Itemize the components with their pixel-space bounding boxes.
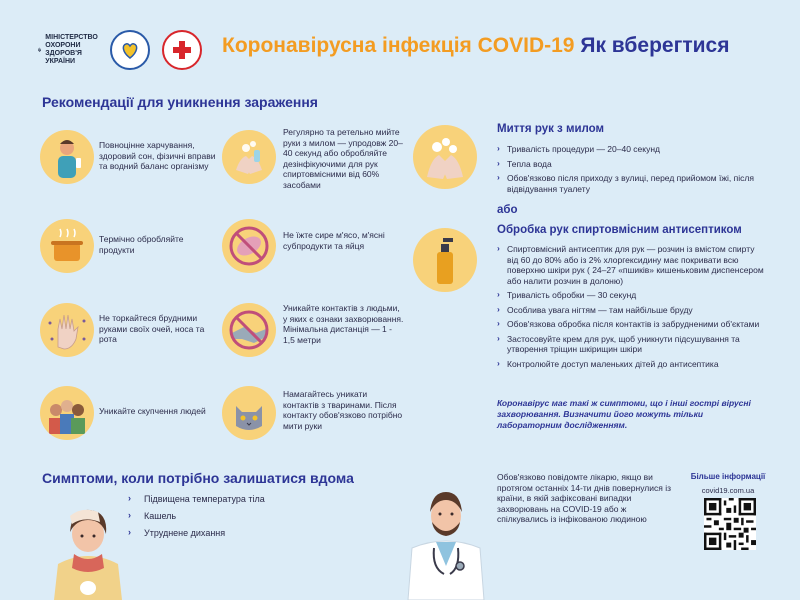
handwash-heading: Миття рук з милом (497, 123, 605, 135)
cooking-pot-icon (40, 219, 94, 273)
title-part1: Коронавірусна інфекція COVID-19 (222, 34, 575, 57)
antiseptic-item: › Особлива увага нігтям — там найбільше бруду (497, 305, 765, 316)
symptoms-list (128, 494, 265, 545)
rec-text-3: Термічно обробляйте продукти (99, 234, 184, 255)
dirty-hand-icon (40, 303, 94, 357)
rec-text-1: Повноцінне харчування, здоровий сон, фізичні вправи та водний баланс організму (99, 140, 216, 171)
no-raw-meat-icon (222, 219, 276, 273)
handwash-item: › Тривалість процедури — 20–40 секунд (497, 144, 767, 155)
recommendations-heading: Рекомендації для уникнення зараження (42, 94, 318, 110)
symptom-item: › Утруднене дихання (128, 528, 265, 538)
rec-text-6: Уникайте контактів з людьми, у яких є ознаки захворювання. Мінімальна дистанція — 1 - 1,5 метри (283, 303, 404, 345)
rec-text-4: Не їжте сире м'ясо, м'ясні субпродукти та яйця (283, 230, 385, 251)
rec-text-7: Уникайте скупчення людей (99, 406, 206, 416)
more-info-url[interactable]: covid19.com.ua (701, 486, 755, 495)
antiseptic-item: › Тривалість обробки — 30 секунд (497, 290, 765, 301)
rec-text-2: Регулярно та ретельно мийте руки з милом — упродовж 20–40 секунд або обробляйте дезінфікуючими для рук спиртовмісними від 60% засобами (283, 127, 403, 190)
or-label: або (497, 204, 518, 216)
more-info-label: Більше інформації (690, 472, 766, 481)
ministry-logo (38, 34, 98, 66)
antiseptic-heading: Обробка рук спиртовмісним антисептиком (497, 224, 742, 236)
antiseptic-item: › Контролюйте доступ маленьких дітей до антисептика (497, 359, 765, 370)
antiseptic-bottle-icon (413, 228, 477, 292)
rec-text-5: Не торкайтеся брудними руками своїх очей, носа та рота (99, 313, 205, 344)
washing-hands-icon (222, 130, 276, 184)
page-title (222, 34, 729, 58)
cat-icon (222, 386, 276, 440)
healthy-man-icon (40, 130, 94, 184)
antiseptic-item: › Спиртовмісний антисептик для рук — розчин із вмістом спирту від 60 до 80% або із 2% хлоргексидину має покривати всю поверхню шкіри рук ( 24–27 «пшиків» кишеньковим диспенсером або налити розчин в долоню) (497, 244, 765, 286)
heart-hands-icon (116, 36, 144, 64)
handwash-item: › Тепла вода (497, 159, 767, 170)
symptoms-note: Коронавірус має такі ж симптоми, що і інші гострі вірусні захворювання. Визначити його можуть тільки лабораторним дослідженням. (497, 398, 751, 430)
handwash-item: › Обов'язково після приходу з вулиці, перед прийомом їжі, після відвідування туалету (497, 173, 767, 194)
logos (38, 30, 202, 70)
symptom-item: › Підвищена температура тіла (128, 494, 265, 504)
antiseptic-item: › Обов'язкова обробка після контактів із забрудненими об'єктами (497, 319, 765, 330)
contact-doctor-text: Обов'язково повідомте лікарю, якщо ви протягом останніх 14-ти днів повернулися із країни, в якій зафіксовані випадки захворювань на COVID-19 або ж спілкувались із інфікованою людиною (497, 472, 671, 524)
symptom-item: › Кашель (128, 511, 265, 521)
org-logo (110, 30, 150, 70)
qr-code[interactable] (704, 498, 756, 550)
sick-person-illustration (48, 498, 128, 600)
red-cross-icon (171, 39, 193, 61)
ministry-name: МІНІСТЕРСТВО ОХОРОНИ ЗДОРОВ'Я УКРАЇНИ (45, 34, 98, 65)
red-cross-logo (162, 30, 202, 70)
antiseptic-item: › Застосовуйте крем для рук, щоб уникнути підсушування та утворення тріщин шкірищин шкіри (497, 334, 765, 355)
soap-hands-icon (413, 125, 477, 189)
antiseptic-list (497, 244, 765, 373)
trident-icon (38, 42, 41, 58)
crowd-icon (40, 386, 94, 440)
title-part2: Як вберегтися (580, 34, 730, 57)
rec-text-8: Намагайтесь уникати контактів з тваринами. Після контакту обов'язково потрібно мити руки (283, 389, 403, 431)
symptoms-heading: Симптоми, коли потрібно залишатися вдома (42, 470, 354, 486)
handwash-list (497, 144, 767, 198)
doctor-illustration (404, 482, 488, 600)
no-handshake-icon (222, 303, 276, 357)
